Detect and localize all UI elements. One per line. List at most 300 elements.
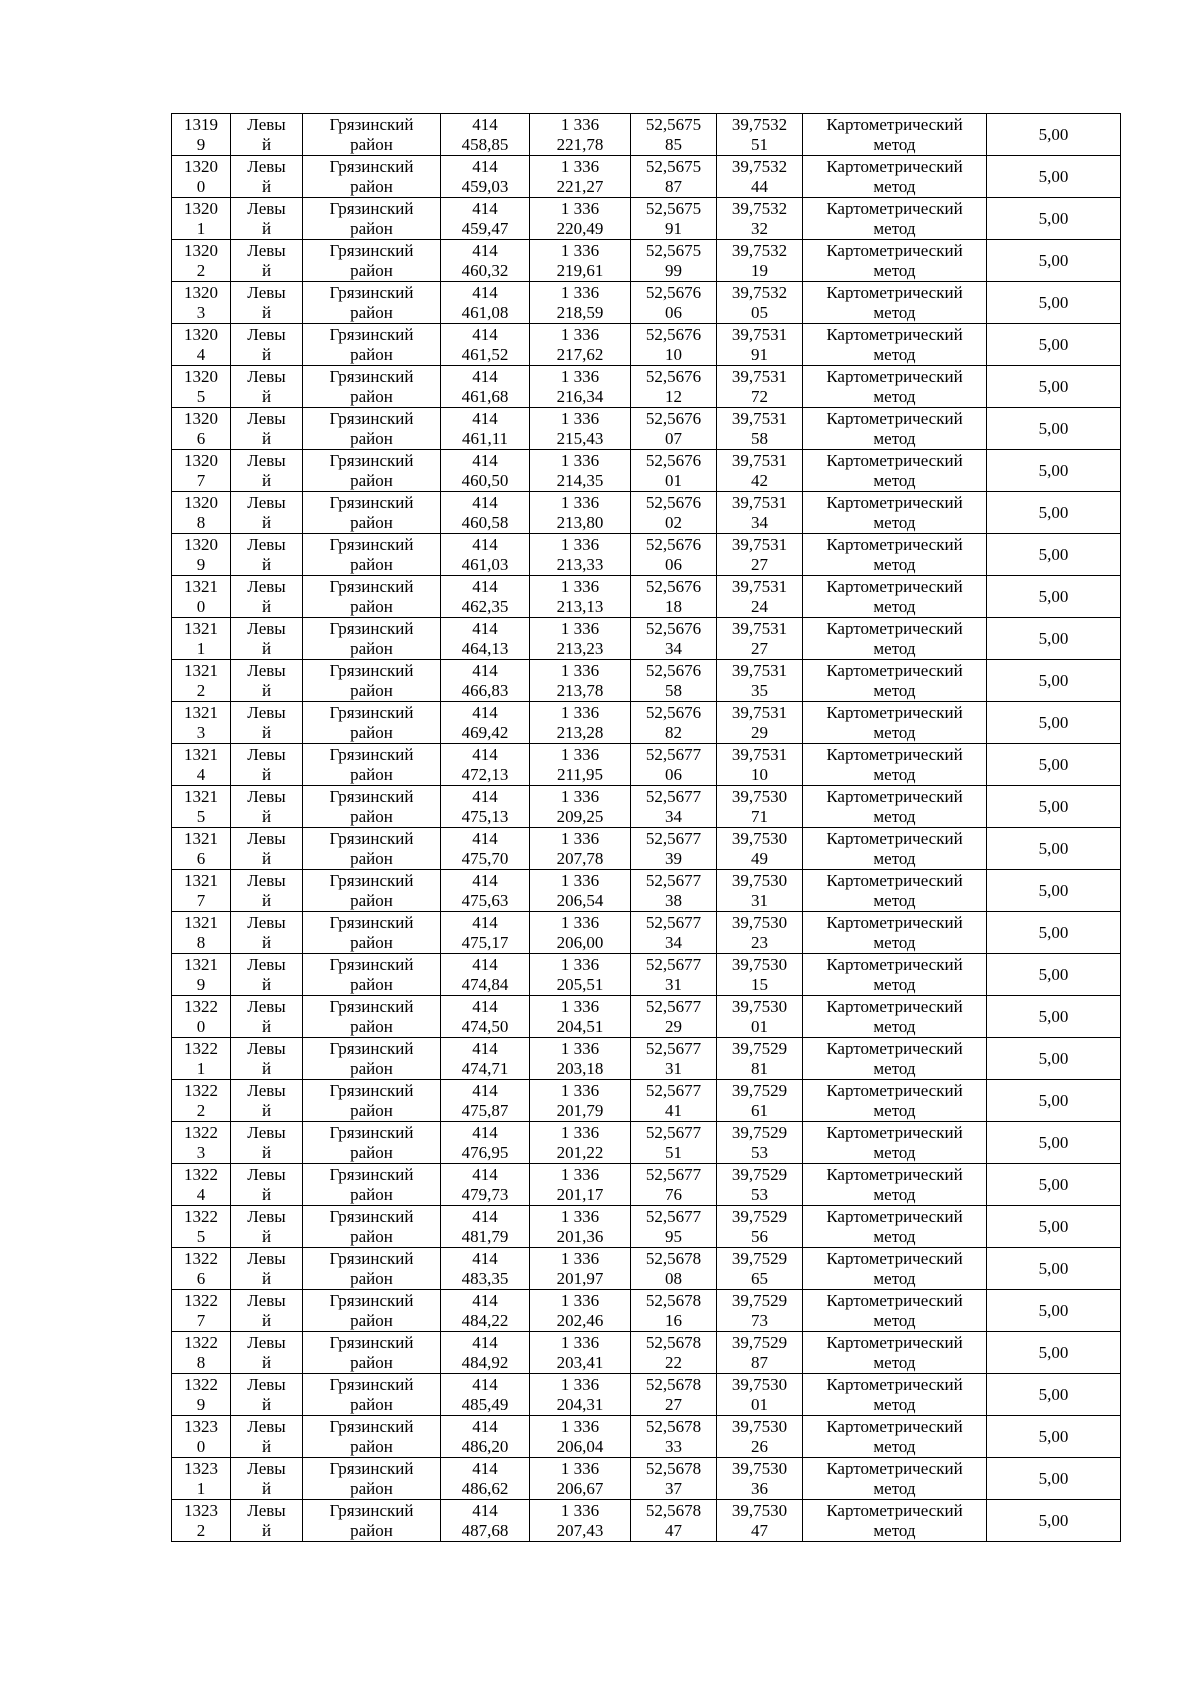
y-coordinate-cell-line: 1 336 [560, 1038, 600, 1058]
side-cell-line: Левы [247, 366, 286, 386]
x-coordinate-cell-line: 414 [472, 156, 498, 176]
method-cell-line: метод [873, 470, 916, 490]
point-number-cell-line: 2 [196, 260, 206, 280]
latitude-cell-line: 52,5676 [645, 324, 702, 344]
y-coordinate-cell-line: 204,51 [556, 1016, 604, 1036]
y-coordinate-cell-line: 1 336 [560, 618, 600, 638]
longitude-cell-line: 39,7529 [731, 1290, 788, 1310]
y-coordinate-cell-line: 216,34 [556, 386, 604, 406]
point-number-cell-line: 7 [196, 1310, 206, 1330]
table-row [172, 408, 1121, 450]
x-coordinate-cell [441, 240, 530, 282]
district-cell [303, 1080, 441, 1122]
x-coordinate-cell [441, 1290, 530, 1332]
side-cell-line: й [261, 176, 272, 196]
district-cell [303, 1290, 441, 1332]
longitude-cell [717, 408, 803, 450]
district-cell-line: район [350, 428, 393, 448]
accuracy-cell: 5,00 [987, 408, 1121, 450]
latitude-cell-line: 52,5676 [645, 576, 702, 596]
y-coordinate-cell [530, 450, 631, 492]
district-cell-line: район [350, 512, 393, 532]
district-cell [303, 576, 441, 618]
latitude-cell-line: 52,5676 [645, 618, 702, 638]
table-body [172, 114, 1121, 1542]
method-cell-line: Картометрический [826, 492, 963, 512]
x-coordinate-cell-line: 459,03 [461, 176, 509, 196]
x-coordinate-cell [441, 618, 530, 660]
point-number-cell-line: 1321 [184, 912, 218, 932]
point-number-cell [172, 870, 231, 912]
y-coordinate-cell [530, 324, 631, 366]
longitude-cell-line: 39,7531 [731, 492, 788, 512]
district-cell-line: Грязинский [329, 1332, 414, 1352]
side-cell [231, 1206, 303, 1248]
x-coordinate-cell-line: 414 [472, 996, 498, 1016]
side-cell-line: й [261, 932, 272, 952]
point-number-cell [172, 1416, 231, 1458]
point-number-cell-line: 1323 [184, 1500, 218, 1520]
x-coordinate-cell [441, 114, 530, 156]
district-cell [303, 660, 441, 702]
method-cell [803, 1206, 987, 1248]
side-cell-line: Левы [247, 618, 286, 638]
x-coordinate-cell [441, 1374, 530, 1416]
latitude-cell [631, 492, 717, 534]
longitude-cell [717, 1290, 803, 1332]
x-coordinate-cell-line: 469,42 [461, 722, 509, 742]
x-coordinate-cell-line: 461,08 [461, 302, 509, 322]
x-coordinate-cell-line: 486,62 [461, 1478, 509, 1498]
latitude-cell-line: 87 [665, 176, 682, 196]
point-number-cell-line: 4 [196, 344, 206, 364]
y-coordinate-cell [530, 744, 631, 786]
latitude-cell [631, 912, 717, 954]
method-cell-line: Картометрический [826, 408, 963, 428]
longitude-cell [717, 912, 803, 954]
latitude-cell [631, 870, 717, 912]
longitude-cell-line: 39,7530 [731, 786, 788, 806]
latitude-cell [631, 450, 717, 492]
x-coordinate-cell-line: 414 [472, 1248, 498, 1268]
latitude-cell [631, 1038, 717, 1080]
table-row [172, 1080, 1121, 1122]
longitude-cell-line: 72 [751, 386, 768, 406]
x-coordinate-cell-line: 460,50 [461, 470, 509, 490]
district-cell-line: район [350, 1100, 393, 1120]
side-cell-line: Левы [247, 282, 286, 302]
x-coordinate-cell-line: 485,49 [461, 1394, 509, 1414]
x-coordinate-cell-line: 475,17 [461, 932, 509, 952]
table-row [172, 660, 1121, 702]
longitude-cell-line: 51 [751, 134, 768, 154]
y-coordinate-cell [530, 366, 631, 408]
side-cell-line: Левы [247, 912, 286, 932]
latitude-cell [631, 408, 717, 450]
y-coordinate-cell-line: 1 336 [560, 1500, 600, 1520]
side-cell-line: й [261, 1016, 272, 1036]
longitude-cell [717, 1500, 803, 1542]
x-coordinate-cell-line: 486,20 [461, 1436, 509, 1456]
side-cell [231, 744, 303, 786]
point-number-cell [172, 1080, 231, 1122]
method-cell-line: Картометрический [826, 1038, 963, 1058]
method-cell-line: метод [873, 386, 916, 406]
accuracy-cell: 5,00 [987, 1332, 1121, 1374]
district-cell-line: Грязинский [329, 1206, 414, 1226]
x-coordinate-cell-line: 414 [472, 576, 498, 596]
point-number-cell-line: 1320 [184, 408, 218, 428]
longitude-cell [717, 1458, 803, 1500]
latitude-cell [631, 1458, 717, 1500]
coordinates-table [171, 113, 1121, 1542]
method-cell-line: Картометрический [826, 702, 963, 722]
y-coordinate-cell-line: 1 336 [560, 1164, 600, 1184]
longitude-cell-line: 39,7532 [731, 198, 788, 218]
longitude-cell-line: 39,7530 [731, 912, 788, 932]
accuracy-cell: 5,00 [987, 1248, 1121, 1290]
y-coordinate-cell-line: 1 336 [560, 576, 600, 596]
point-number-cell-line: 1320 [184, 198, 218, 218]
district-cell-line: Грязинский [329, 198, 414, 218]
method-cell-line: Картометрический [826, 660, 963, 680]
longitude-cell [717, 1164, 803, 1206]
point-number-cell-line: 1322 [184, 1038, 218, 1058]
y-coordinate-cell-line: 201,36 [556, 1226, 604, 1246]
longitude-cell-line: 91 [751, 344, 768, 364]
point-number-cell-line: 1321 [184, 828, 218, 848]
latitude-cell-line: 01 [665, 470, 682, 490]
side-cell-line: й [261, 1058, 272, 1078]
latitude-cell-line: 52,5677 [645, 870, 702, 890]
district-cell-line: Грязинский [329, 828, 414, 848]
x-coordinate-cell-line: 475,63 [461, 890, 509, 910]
method-cell-line: Картометрический [826, 1122, 963, 1142]
district-cell-line: район [350, 302, 393, 322]
x-coordinate-cell-line: 414 [472, 1374, 498, 1394]
point-number-cell-line: 1 [196, 218, 206, 238]
longitude-cell [717, 198, 803, 240]
table-row [172, 576, 1121, 618]
y-coordinate-cell-line: 221,78 [556, 134, 604, 154]
point-number-cell-line: 0 [196, 1016, 206, 1036]
y-coordinate-cell-line: 213,80 [556, 512, 604, 532]
longitude-cell-line: 39,7531 [731, 534, 788, 554]
point-number-cell [172, 576, 231, 618]
point-number-cell-line: 1 [196, 1478, 206, 1498]
x-coordinate-cell-line: 414 [472, 1206, 498, 1226]
point-number-cell [172, 996, 231, 1038]
point-number-cell-line: 2 [196, 1520, 206, 1540]
y-coordinate-cell [530, 576, 631, 618]
method-cell [803, 450, 987, 492]
point-number-cell-line: 1320 [184, 240, 218, 260]
method-cell-line: метод [873, 1310, 916, 1330]
side-cell-line: Левы [247, 786, 286, 806]
longitude-cell [717, 744, 803, 786]
x-coordinate-cell-line: 462,35 [461, 596, 509, 616]
longitude-cell [717, 1248, 803, 1290]
point-number-cell-line: 3 [196, 302, 206, 322]
latitude-cell [631, 366, 717, 408]
table-row [172, 786, 1121, 828]
x-coordinate-cell-line: 414 [472, 618, 498, 638]
side-cell-line: Левы [247, 660, 286, 680]
method-cell [803, 1500, 987, 1542]
point-number-cell [172, 1164, 231, 1206]
point-number-cell [172, 1458, 231, 1500]
table-row [172, 1500, 1121, 1542]
latitude-cell [631, 618, 717, 660]
latitude-cell [631, 1122, 717, 1164]
latitude-cell-line: 10 [665, 344, 682, 364]
side-cell-line: Левы [247, 870, 286, 890]
method-cell-line: Картометрический [826, 324, 963, 344]
point-number-cell [172, 114, 231, 156]
point-number-cell [172, 198, 231, 240]
y-coordinate-cell-line: 213,78 [556, 680, 604, 700]
point-number-cell-line: 1322 [184, 1164, 218, 1184]
district-cell-line: Грязинский [329, 450, 414, 470]
x-coordinate-cell [441, 1080, 530, 1122]
point-number-cell-line: 1319 [184, 114, 218, 134]
y-coordinate-cell [530, 408, 631, 450]
latitude-cell-line: 91 [665, 218, 682, 238]
point-number-cell-line: 2 [196, 680, 206, 700]
method-cell-line: метод [873, 1520, 916, 1540]
side-cell-line: Левы [247, 1248, 286, 1268]
method-cell-line: Картометрический [826, 1500, 963, 1520]
x-coordinate-cell-line: 414 [472, 1458, 498, 1478]
y-coordinate-cell-line: 1 336 [560, 366, 600, 386]
y-coordinate-cell [530, 1458, 631, 1500]
y-coordinate-cell [530, 282, 631, 324]
side-cell-line: Левы [247, 114, 286, 134]
latitude-cell-line: 22 [665, 1352, 682, 1372]
point-number-cell [172, 324, 231, 366]
table-row [172, 450, 1121, 492]
x-coordinate-cell [441, 912, 530, 954]
y-coordinate-cell [530, 660, 631, 702]
side-cell-line: Левы [247, 240, 286, 260]
y-coordinate-cell-line: 1 336 [560, 492, 600, 512]
point-number-cell-line: 1320 [184, 324, 218, 344]
longitude-cell-line: 32 [751, 218, 768, 238]
y-coordinate-cell-line: 1 336 [560, 534, 600, 554]
table-row [172, 744, 1121, 786]
longitude-cell-line: 58 [751, 428, 768, 448]
district-cell-line: район [350, 344, 393, 364]
accuracy-cell: 5,00 [987, 366, 1121, 408]
x-coordinate-cell-line: 484,22 [461, 1310, 509, 1330]
district-cell [303, 1458, 441, 1500]
method-cell [803, 366, 987, 408]
side-cell [231, 912, 303, 954]
district-cell [303, 1374, 441, 1416]
method-cell [803, 1290, 987, 1332]
y-coordinate-cell-line: 203,41 [556, 1352, 604, 1372]
accuracy-cell: 5,00 [987, 156, 1121, 198]
longitude-cell-line: 39,7532 [731, 282, 788, 302]
district-cell-line: район [350, 1520, 393, 1540]
latitude-cell-line: 18 [665, 596, 682, 616]
method-cell [803, 702, 987, 744]
method-cell [803, 1458, 987, 1500]
longitude-cell [717, 1416, 803, 1458]
accuracy-cell: 5,00 [987, 786, 1121, 828]
side-cell-line: й [261, 1100, 272, 1120]
longitude-cell [717, 240, 803, 282]
district-cell-line: район [350, 638, 393, 658]
longitude-cell-line: 27 [751, 554, 768, 574]
method-cell-line: Картометрический [826, 828, 963, 848]
x-coordinate-cell-line: 476,95 [461, 1142, 509, 1162]
side-cell [231, 1290, 303, 1332]
method-cell-line: метод [873, 890, 916, 910]
method-cell [803, 786, 987, 828]
point-number-cell [172, 492, 231, 534]
method-cell-line: метод [873, 1016, 916, 1036]
accuracy-cell: 5,00 [987, 114, 1121, 156]
y-coordinate-cell-line: 206,00 [556, 932, 604, 952]
table-row [172, 114, 1121, 156]
latitude-cell [631, 996, 717, 1038]
district-cell-line: район [350, 1478, 393, 1498]
method-cell-line: Картометрический [826, 198, 963, 218]
side-cell-line: Левы [247, 996, 286, 1016]
method-cell [803, 954, 987, 996]
latitude-cell-line: 52,5675 [645, 156, 702, 176]
side-cell-line: й [261, 1436, 272, 1456]
longitude-cell [717, 870, 803, 912]
district-cell [303, 534, 441, 576]
latitude-cell-line: 47 [665, 1520, 682, 1540]
x-coordinate-cell-line: 414 [472, 1290, 498, 1310]
latitude-cell-line: 08 [665, 1268, 682, 1288]
method-cell-line: Картометрический [826, 366, 963, 386]
y-coordinate-cell-line: 1 336 [560, 1122, 600, 1142]
point-number-cell [172, 912, 231, 954]
method-cell-line: метод [873, 176, 916, 196]
y-coordinate-cell [530, 1374, 631, 1416]
side-cell [231, 1332, 303, 1374]
district-cell-line: район [350, 176, 393, 196]
district-cell-line: Грязинский [329, 1248, 414, 1268]
y-coordinate-cell [530, 1206, 631, 1248]
table-row [172, 1332, 1121, 1374]
latitude-cell-line: 52,5677 [645, 996, 702, 1016]
district-cell-line: Грязинский [329, 576, 414, 596]
side-cell-line: й [261, 302, 272, 322]
y-coordinate-cell-line: 1 336 [560, 1458, 600, 1478]
method-cell [803, 660, 987, 702]
latitude-cell-line: 76 [665, 1184, 682, 1204]
method-cell-line: метод [873, 344, 916, 364]
y-coordinate-cell [530, 786, 631, 828]
point-number-cell [172, 1290, 231, 1332]
district-cell [303, 1416, 441, 1458]
longitude-cell [717, 534, 803, 576]
latitude-cell [631, 1290, 717, 1332]
x-coordinate-cell [441, 1248, 530, 1290]
district-cell [303, 870, 441, 912]
method-cell-line: Картометрический [826, 1164, 963, 1184]
table-row [172, 534, 1121, 576]
x-coordinate-cell [441, 1038, 530, 1080]
latitude-cell [631, 1500, 717, 1542]
method-cell-line: Картометрический [826, 1248, 963, 1268]
table-row [172, 1038, 1121, 1080]
x-coordinate-cell [441, 1164, 530, 1206]
longitude-cell-line: 39,7531 [731, 618, 788, 638]
method-cell-line: метод [873, 428, 916, 448]
latitude-cell-line: 52,5678 [645, 1416, 702, 1436]
point-number-cell-line: 3 [196, 1142, 206, 1162]
side-cell-line: Левы [247, 576, 286, 596]
method-cell-line: метод [873, 1058, 916, 1078]
district-cell-line: Грязинский [329, 1374, 414, 1394]
district-cell-line: район [350, 974, 393, 994]
longitude-cell-line: 26 [751, 1436, 768, 1456]
x-coordinate-cell-line: 475,87 [461, 1100, 509, 1120]
side-cell [231, 198, 303, 240]
method-cell [803, 996, 987, 1038]
y-coordinate-cell-line: 1 336 [560, 240, 600, 260]
point-number-cell-line: 1320 [184, 282, 218, 302]
x-coordinate-cell [441, 324, 530, 366]
table-row [172, 912, 1121, 954]
longitude-cell-line: 39,7532 [731, 240, 788, 260]
side-cell [231, 660, 303, 702]
point-number-cell-line: 9 [196, 554, 206, 574]
side-cell-line: й [261, 680, 272, 700]
y-coordinate-cell-line: 203,18 [556, 1058, 604, 1078]
x-coordinate-cell-line: 460,32 [461, 260, 509, 280]
side-cell-line: й [261, 638, 272, 658]
method-cell-line: метод [873, 554, 916, 574]
latitude-cell-line: 52,5675 [645, 114, 702, 134]
accuracy-cell: 5,00 [987, 576, 1121, 618]
table-row [172, 954, 1121, 996]
district-cell-line: район [350, 1310, 393, 1330]
side-cell [231, 576, 303, 618]
accuracy-cell: 5,00 [987, 1038, 1121, 1080]
longitude-cell-line: 39,7531 [731, 450, 788, 470]
side-cell [231, 618, 303, 660]
accuracy-cell: 5,00 [987, 954, 1121, 996]
latitude-cell-line: 34 [665, 638, 682, 658]
district-cell [303, 786, 441, 828]
method-cell-line: метод [873, 1100, 916, 1120]
method-cell [803, 1164, 987, 1206]
latitude-cell-line: 52,5677 [645, 1038, 702, 1058]
side-cell-line: Левы [247, 744, 286, 764]
point-number-cell-line: 3 [196, 722, 206, 742]
district-cell-line: Грязинский [329, 156, 414, 176]
point-number-cell-line: 1322 [184, 1374, 218, 1394]
method-cell [803, 828, 987, 870]
point-number-cell-line: 9 [196, 1394, 206, 1414]
table-row [172, 324, 1121, 366]
method-cell [803, 912, 987, 954]
table-row [172, 1122, 1121, 1164]
latitude-cell-line: 31 [665, 1058, 682, 1078]
district-cell-line: Грязинский [329, 1080, 414, 1100]
side-cell-line: Левы [247, 1374, 286, 1394]
side-cell-line: й [261, 848, 272, 868]
latitude-cell-line: 52,5678 [645, 1290, 702, 1310]
district-cell [303, 492, 441, 534]
